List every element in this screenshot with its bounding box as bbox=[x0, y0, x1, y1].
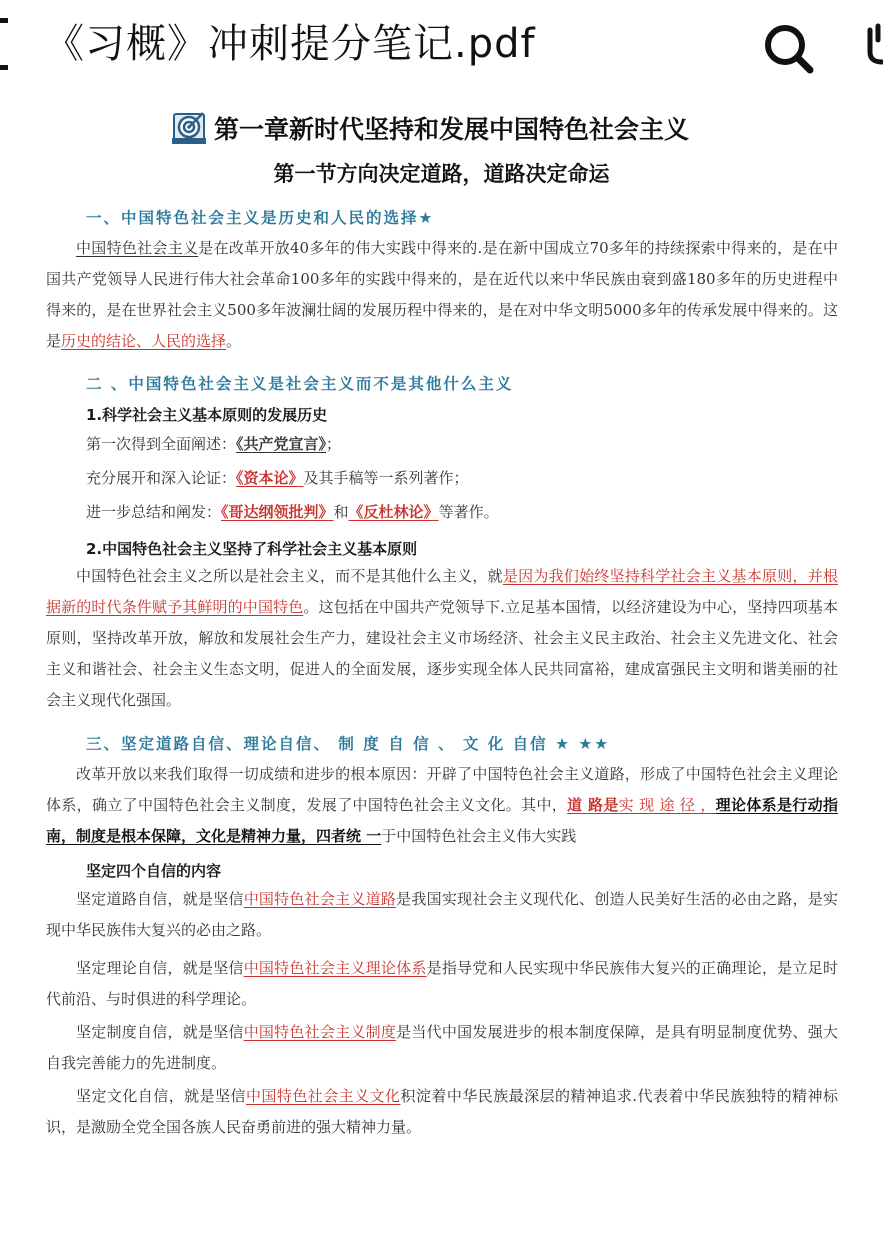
book-title: 《共产党宣言》 bbox=[236, 435, 327, 453]
target-icon bbox=[170, 108, 210, 148]
text: 是在改革开放40多年的伟大实践中得来的.是在新中国成立70多年的持续探索中得来的，是在中国共产党领导人民进行伟大社会革命100多年的实践中得来的，是在近代以来中华民族由衰到盛180多年的历史进程中得来的，是在世界社会主义500多年波澜壮阔的发展历程中得来的，是在对中华文明5000多年的传承发展中得来的。这是 bbox=[46, 239, 838, 350]
subheading-1: 1.科学社会主义基本原则的发展历史 bbox=[86, 406, 328, 424]
highlight-bold: 理论体系是行动指南，制度是根本保障，文化是精神力量，四者统 一 bbox=[46, 796, 838, 845]
history-line-2 bbox=[86, 463, 469, 494]
text: 是指导党和人民实现中华民族伟大复兴的正确理论，是立足时代前沿、与时俱进的科学理论。 bbox=[46, 959, 838, 1008]
heading-2: 二 、中国特色社会主义是社会主义而不是其他什么主义 bbox=[86, 375, 514, 393]
highlight-red: 中国特色社会主义制度 bbox=[243, 1023, 397, 1041]
text: 充分展开和深入论证： bbox=[86, 469, 237, 487]
paragraph-4 bbox=[46, 884, 838, 946]
document-title: 《习概》冲刺提分笔记.pdf bbox=[44, 21, 536, 67]
paragraph-5 bbox=[46, 953, 838, 1015]
text: 于中国特色社会主义伟大实践 bbox=[381, 827, 577, 845]
highlight-red: 中国特色社会主义道路 bbox=[243, 890, 397, 908]
subheading-2: 2.中国特色社会主义坚持了科学社会主义基本原则 bbox=[86, 540, 418, 558]
history-line-3 bbox=[86, 497, 499, 528]
paragraph-3 bbox=[46, 759, 838, 852]
highlight-red: 实 现 途 径 ， bbox=[618, 796, 716, 814]
more-icon[interactable] bbox=[864, 18, 883, 78]
paragraph-2 bbox=[46, 561, 838, 716]
highlight-red: 历史的结论、人民的选择 bbox=[61, 332, 227, 350]
section-title: 第一节方向决定道路，道路决定命运 bbox=[273, 162, 610, 186]
chapter-title: 第一章新时代坚持和发展中国特色社会主义 bbox=[214, 115, 690, 144]
text: 。 bbox=[226, 332, 242, 350]
text: 。这包括在中国共产党领导下.立足基本国情，以经济建设为中心，坚持四项基本原则，坚持改革开放，解放和发展社会生产力，建设社会主义市场经济、社会主义民主政治、社会主义先进文化、社会主义和谐社会、社会主义生态文明，促进人的全面发展，逐步实现全体人民共同富裕，建成富强民主文明和谐美丽的社会主义现代化强国。 bbox=[46, 598, 838, 709]
subheading-3: 坚定四个自信的内容 bbox=[86, 862, 222, 880]
underlined-term: 中国特色社会主义 bbox=[76, 239, 199, 257]
highlight-red: 道 路是 bbox=[567, 796, 619, 814]
top-bar bbox=[0, 0, 883, 92]
chapter-heading bbox=[170, 104, 689, 152]
paragraph-6 bbox=[46, 1017, 838, 1079]
back-bracket-icon[interactable] bbox=[0, 18, 8, 70]
heading-3: 三、坚定道路自信、理论自信、 制 度 自 信 、 文 化 自信 ★ ★★ bbox=[86, 735, 611, 753]
highlight-red: 中国特色社会主义理论体系 bbox=[243, 959, 427, 977]
text: 等著作。 bbox=[438, 503, 499, 521]
paragraph-1 bbox=[46, 233, 838, 357]
highlight-red: 中国特色社会主义文化 bbox=[245, 1087, 401, 1105]
text: 坚定理论自信，就是坚信 bbox=[76, 959, 244, 977]
book-title: 《哥达纲领批判》 bbox=[221, 503, 334, 521]
heading-1: 一、中国特色社会主义是历史和人民的选择★ bbox=[86, 209, 435, 227]
book-title: 《资本论》 bbox=[236, 469, 304, 487]
text: 和 bbox=[333, 503, 349, 521]
highlight-red: 是因为我们始终坚持科学社会主义基本原则，并根据新的时代条件赋予其鲜明的中国特色 bbox=[46, 567, 838, 616]
text: 第一次得到全面阐述： bbox=[86, 435, 237, 453]
text: 中国特色社会主义之所以是社会主义，而不是其他什么主义，就 bbox=[76, 567, 503, 585]
text: 是我国实现社会主义现代化、创造人民美好生活的必由之路，是实现中华民族伟大复兴的必由之路。 bbox=[46, 890, 838, 939]
text: ； bbox=[326, 435, 342, 453]
pdf-page[interactable] bbox=[0, 92, 883, 1249]
history-line-1 bbox=[86, 429, 341, 460]
paragraph-7 bbox=[46, 1081, 838, 1143]
text: 进一步总结和阐发： bbox=[86, 503, 222, 521]
text: 坚定文化自信，就是坚信 bbox=[76, 1087, 246, 1105]
search-icon[interactable] bbox=[758, 18, 818, 78]
text: 积淀着中华民族最深层的精神追求.代表着中华民族独特的精神标识，是激励全党全国各族人民奋勇前进的强大精神力量。 bbox=[46, 1087, 838, 1136]
book-title: 《反杜林论》 bbox=[348, 503, 439, 521]
text: 及其手稿等一系列著作； bbox=[303, 469, 469, 487]
text: 改革开放以来我们取得一切成绩和进步的根本原因：开辟了中国特色社会主义道路，形成了中国特色社会主义理论体系，确立了中国特色社会主义制度，发展了中国特色社会主义文化。其中， bbox=[46, 765, 838, 814]
text: 坚定道路自信，就是坚信 bbox=[76, 890, 244, 908]
text: 是当代中国发展进步的根本制度保障，是具有明显制度优势、强大自我完善能力的先进制度。 bbox=[46, 1023, 838, 1072]
text: 坚定制度自信，就是坚信 bbox=[76, 1023, 244, 1041]
